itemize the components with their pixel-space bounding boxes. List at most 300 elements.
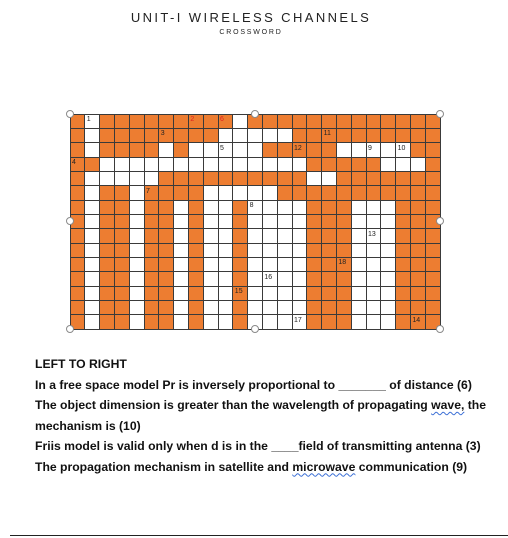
- crossword-block-cell: [336, 171, 351, 185]
- crossword-answer-cell[interactable]: [174, 157, 189, 171]
- crossword-answer-cell[interactable]: [381, 143, 396, 157]
- crossword-answer-cell[interactable]: [114, 157, 129, 171]
- clue-number-12: 12: [294, 144, 302, 152]
- crossword-answer-cell[interactable]: [233, 114, 248, 128]
- clue-text: The propagation mechanism in satellite and: [35, 459, 293, 474]
- crossword-answer-cell[interactable]: [218, 300, 233, 314]
- crossword-answer-cell[interactable]: [292, 300, 307, 314]
- crossword-block-cell: [159, 214, 174, 228]
- clue-number-1: 1: [86, 116, 91, 123]
- crossword-answer-cell[interactable]: [292, 286, 307, 300]
- crossword-answer-cell[interactable]: [85, 214, 100, 228]
- crossword-block-cell: [100, 200, 115, 214]
- crossword-block-cell: [174, 114, 189, 128]
- crossword-answer-cell[interactable]: [248, 243, 263, 257]
- crossword-block-cell: [277, 114, 292, 128]
- crossword-block-cell: [336, 214, 351, 228]
- crossword-answer-cell[interactable]: [277, 214, 292, 228]
- crossword-answer-cell[interactable]: [218, 243, 233, 257]
- crossword-answer-cell[interactable]: [188, 157, 203, 171]
- crossword-answer-cell[interactable]: [248, 300, 263, 314]
- crossword-block-cell: [233, 229, 248, 243]
- crossword-block-cell: [100, 300, 115, 314]
- crossword-block-cell: [100, 315, 115, 329]
- crossword-answer-cell[interactable]: [159, 157, 174, 171]
- crossword-block-cell: [100, 143, 115, 157]
- crossword-block-cell: [381, 186, 396, 200]
- crossword-block-cell: [396, 257, 411, 271]
- crossword-answer-cell[interactable]: [262, 229, 277, 243]
- crossword-answer-cell[interactable]: [85, 243, 100, 257]
- resize-handle-bottom-middle[interactable]: [251, 325, 259, 333]
- clue-number-5: 5: [220, 144, 224, 152]
- grid-line-horizontal: [70, 314, 440, 315]
- crossword-answer-cell[interactable]: [203, 229, 218, 243]
- crossword-block-cell: [233, 272, 248, 286]
- crossword-answer-cell[interactable]: [129, 272, 144, 286]
- crossword-answer-cell[interactable]: [85, 143, 100, 157]
- crossword-block-cell: [144, 214, 159, 228]
- crossword-block-cell: [159, 300, 174, 314]
- crossword-answer-cell[interactable]: [262, 157, 277, 171]
- crossword-block-cell: [188, 214, 203, 228]
- crossword-block-cell: [114, 128, 129, 142]
- crossword-answer-cell[interactable]: [262, 286, 277, 300]
- crossword-answer-cell[interactable]: [248, 186, 263, 200]
- clue-text: the mechanism is (10): [35, 398, 487, 433]
- crossword-answer-cell[interactable]: [366, 286, 381, 300]
- resize-handle-bottom-left[interactable]: [66, 325, 74, 333]
- crossword-block-cell: [100, 128, 115, 142]
- crossword-answer-cell[interactable]: [351, 272, 366, 286]
- crossword-block-cell: [410, 257, 425, 271]
- crossword-answer-cell[interactable]: [351, 300, 366, 314]
- crossword-block-cell: [410, 114, 425, 128]
- clue-number-6: 6: [220, 116, 224, 123]
- crossword-answer-cell[interactable]: [277, 229, 292, 243]
- crossword-block-cell: [410, 143, 425, 157]
- clue-number-18: 18: [338, 259, 347, 267]
- clue-number-7: 7: [146, 187, 150, 195]
- crossword-answer-cell[interactable]: [248, 229, 263, 243]
- crossword-answer-cell[interactable]: [114, 171, 129, 185]
- crossword-answer-cell[interactable]: [233, 143, 248, 157]
- crossword-block-cell: [114, 200, 129, 214]
- crossword-block-cell: [307, 315, 322, 329]
- crossword-block-cell: [233, 243, 248, 257]
- crossword-block-cell: [292, 186, 307, 200]
- crossword-block-cell: [129, 128, 144, 142]
- crossword-grid[interactable]: [70, 114, 440, 329]
- crossword-block-cell: [159, 286, 174, 300]
- crossword-answer-cell[interactable]: [322, 171, 337, 185]
- crossword-answer-cell[interactable]: [351, 315, 366, 329]
- crossword-answer-cell[interactable]: [351, 229, 366, 243]
- crossword-answer-cell[interactable]: [410, 157, 425, 171]
- crossword-answer-cell[interactable]: [85, 200, 100, 214]
- crossword-block-cell: [114, 243, 129, 257]
- clue-number-14: 14: [412, 316, 421, 324]
- crossword-answer-cell[interactable]: [174, 243, 189, 257]
- crossword-block-cell: [188, 229, 203, 243]
- crossword-answer-cell[interactable]: [129, 300, 144, 314]
- crossword-block-cell: [203, 171, 218, 185]
- grid-line-vertical: [173, 114, 174, 329]
- grid-line-vertical: [232, 114, 233, 329]
- crossword-block-cell: [410, 200, 425, 214]
- crossword-block-cell: [307, 157, 322, 171]
- crossword-answer-cell[interactable]: [203, 257, 218, 271]
- crossword-answer-cell[interactable]: [85, 128, 100, 142]
- crossword-block-cell: [262, 114, 277, 128]
- crossword-answer-cell[interactable]: [381, 157, 396, 171]
- crossword-block-cell: [425, 300, 440, 314]
- clue-text: field of transmitting antenna (3): [298, 439, 481, 453]
- crossword-answer-cell[interactable]: [351, 286, 366, 300]
- crossword-block-cell: [366, 186, 381, 200]
- grid-line-vertical: [410, 114, 411, 329]
- crossword-answer-cell[interactable]: [292, 257, 307, 271]
- crossword-answer-cell[interactable]: [262, 300, 277, 314]
- crossword-block-cell: [336, 272, 351, 286]
- crossword-block-cell: [277, 143, 292, 157]
- crossword-answer-cell[interactable]: [203, 243, 218, 257]
- crossword-answer-cell[interactable]: [218, 214, 233, 228]
- crossword-answer-cell[interactable]: [262, 243, 277, 257]
- clues-heading: LEFT TO RIGHT: [35, 357, 127, 371]
- resize-handle-top-right[interactable]: [436, 110, 444, 118]
- crossword-answer-cell[interactable]: [336, 143, 351, 157]
- crossword-answer-cell[interactable]: [203, 286, 218, 300]
- crossword-block-cell: [322, 257, 337, 271]
- crossword-block-cell: [277, 186, 292, 200]
- crossword-answer-cell[interactable]: [292, 229, 307, 243]
- crossword-block-cell: [322, 315, 337, 329]
- crossword-answer-cell[interactable]: [218, 128, 233, 142]
- grid-line-horizontal: [70, 228, 440, 229]
- crossword-answer-cell[interactable]: [381, 257, 396, 271]
- crossword-block-cell: [114, 315, 129, 329]
- crossword-block-cell: [410, 214, 425, 228]
- clue-number-3: 3: [160, 130, 165, 138]
- clue-blank: ____: [271, 439, 299, 453]
- crossword-answer-cell[interactable]: [248, 143, 263, 157]
- crossword-block-cell: [322, 229, 337, 243]
- crossword-answer-cell[interactable]: [174, 200, 189, 214]
- crossword-answer-cell[interactable]: [277, 300, 292, 314]
- crossword-answer-cell[interactable]: [100, 171, 115, 185]
- crossword-answer-cell[interactable]: [381, 300, 396, 314]
- crossword-answer-cell[interactable]: [292, 214, 307, 228]
- page-title: UNIT-I WIRELESS CHANNELS: [130, 10, 372, 25]
- crossword-answer-cell[interactable]: [277, 157, 292, 171]
- crossword-block-cell: [381, 114, 396, 128]
- crossword-answer-cell[interactable]: [129, 286, 144, 300]
- crossword-block-cell: [307, 257, 322, 271]
- crossword-answer-cell[interactable]: [129, 157, 144, 171]
- clue-text: The object dimension is greater than the wavelength of propagating: [35, 398, 432, 412]
- crossword-block-cell: [100, 272, 115, 286]
- resize-handle-top-middle[interactable]: [251, 110, 259, 118]
- crossword-answer-cell[interactable]: [262, 128, 277, 142]
- crossword-answer-cell[interactable]: [366, 315, 381, 329]
- crossword-answer-cell[interactable]: [292, 157, 307, 171]
- crossword-answer-cell[interactable]: [366, 243, 381, 257]
- crossword-block-cell: [336, 128, 351, 142]
- crossword-block-cell: [396, 286, 411, 300]
- crossword-block-cell: [322, 243, 337, 257]
- crossword-answer-cell[interactable]: [381, 315, 396, 329]
- crossword-answer-cell[interactable]: [262, 315, 277, 329]
- crossword-answer-cell[interactable]: [174, 300, 189, 314]
- crossword-block-cell: [188, 243, 203, 257]
- crossword-block-cell: [336, 114, 351, 128]
- crossword-answer-cell[interactable]: [381, 272, 396, 286]
- crossword-answer-cell[interactable]: [396, 157, 411, 171]
- crossword-answer-cell[interactable]: [203, 214, 218, 228]
- crossword-block-cell: [159, 257, 174, 271]
- crossword-answer-cell[interactable]: [129, 243, 144, 257]
- crossword-answer-cell[interactable]: [351, 243, 366, 257]
- crossword-block-cell: [174, 171, 189, 185]
- crossword-answer-cell[interactable]: [129, 315, 144, 329]
- crossword-answer-cell[interactable]: [203, 315, 218, 329]
- crossword-block-cell: [351, 128, 366, 142]
- crossword-answer-cell[interactable]: [381, 214, 396, 228]
- crossword-answer-cell[interactable]: [277, 243, 292, 257]
- crossword-answer-cell[interactable]: [100, 157, 115, 171]
- crossword-answer-cell[interactable]: [203, 300, 218, 314]
- crossword-answer-cell[interactable]: [218, 272, 233, 286]
- crossword-answer-cell[interactable]: [188, 143, 203, 157]
- crossword-grid-container[interactable]: [70, 114, 440, 329]
- crossword-block-cell: [410, 186, 425, 200]
- resize-handle-middle-right[interactable]: [436, 217, 444, 225]
- crossword-block-cell: [425, 171, 440, 185]
- crossword-answer-cell[interactable]: [218, 157, 233, 171]
- crossword-block-cell: [425, 186, 440, 200]
- crossword-answer-cell[interactable]: [174, 315, 189, 329]
- crossword-answer-cell[interactable]: [292, 200, 307, 214]
- crossword-answer-cell[interactable]: [129, 200, 144, 214]
- crossword-block-cell: [144, 300, 159, 314]
- crossword-answer-cell[interactable]: [218, 315, 233, 329]
- crossword-answer-cell[interactable]: [292, 243, 307, 257]
- crossword-block-cell: [218, 171, 233, 185]
- crossword-answer-cell[interactable]: [159, 143, 174, 157]
- crossword-block-cell: [307, 272, 322, 286]
- clue-number-2: 2: [190, 116, 195, 123]
- crossword-answer-cell[interactable]: [351, 200, 366, 214]
- crossword-answer-cell[interactable]: [85, 257, 100, 271]
- crossword-answer-cell[interactable]: [366, 257, 381, 271]
- crossword-answer-cell[interactable]: [307, 171, 322, 185]
- crossword-block-cell: [159, 171, 174, 185]
- crossword-answer-cell[interactable]: [248, 286, 263, 300]
- crossword-block-cell: [277, 171, 292, 185]
- crossword-answer-cell[interactable]: [351, 143, 366, 157]
- crossword-answer-cell[interactable]: [366, 272, 381, 286]
- crossword-answer-cell[interactable]: [366, 300, 381, 314]
- crossword-answer-cell[interactable]: [85, 315, 100, 329]
- crossword-answer-cell[interactable]: [129, 171, 144, 185]
- crossword-block-cell: [144, 315, 159, 329]
- crossword-block-cell: [114, 214, 129, 228]
- crossword-block-cell: [322, 114, 337, 128]
- crossword-answer-cell[interactable]: [233, 186, 248, 200]
- crossword-answer-cell[interactable]: [129, 186, 144, 200]
- crossword-block-cell: [114, 286, 129, 300]
- resize-handle-bottom-right[interactable]: [436, 325, 444, 333]
- crossword-answer-cell[interactable]: [203, 186, 218, 200]
- clue-1: [35, 375, 495, 396]
- crossword-block-cell: [336, 200, 351, 214]
- grid-line-vertical: [218, 114, 219, 329]
- crossword-block-cell: [174, 128, 189, 142]
- grid-line-vertical: [292, 114, 293, 329]
- crossword-block-cell: [396, 128, 411, 142]
- crossword-block-cell: [188, 200, 203, 214]
- crossword-block-cell: [351, 186, 366, 200]
- crossword-answer-cell[interactable]: [277, 315, 292, 329]
- crossword-block-cell: [366, 171, 381, 185]
- crossword-block-cell: [233, 171, 248, 185]
- crossword-answer-cell[interactable]: [218, 200, 233, 214]
- crossword-block-cell: [233, 257, 248, 271]
- crossword-answer-cell[interactable]: [277, 128, 292, 142]
- crossword-block-cell: [233, 214, 248, 228]
- crossword-block-cell: [129, 143, 144, 157]
- crossword-block-cell: [396, 114, 411, 128]
- crossword-answer-cell[interactable]: [262, 200, 277, 214]
- crossword-answer-cell[interactable]: [248, 128, 263, 142]
- crossword-block-cell: [85, 157, 100, 171]
- crossword-answer-cell[interactable]: [248, 272, 263, 286]
- crossword-block-cell: [322, 286, 337, 300]
- crossword-answer-cell[interactable]: [129, 214, 144, 228]
- clue-number-17: 17: [294, 316, 302, 324]
- bottom-rule: [10, 535, 508, 536]
- crossword-block-cell: [144, 257, 159, 271]
- crossword-answer-cell[interactable]: [262, 257, 277, 271]
- crossword-block-cell: [410, 272, 425, 286]
- crossword-answer-cell[interactable]: [233, 157, 248, 171]
- crossword-block-cell: [188, 315, 203, 329]
- grid-line-horizontal: [70, 185, 440, 186]
- crossword-answer-cell[interactable]: [262, 186, 277, 200]
- crossword-answer-cell[interactable]: [85, 171, 100, 185]
- crossword-answer-cell[interactable]: [144, 171, 159, 185]
- crossword-answer-cell[interactable]: [248, 257, 263, 271]
- crossword-answer-cell[interactable]: [85, 300, 100, 314]
- grid-line-horizontal: [70, 214, 440, 215]
- crossword-answer-cell[interactable]: [174, 286, 189, 300]
- crossword-answer-cell[interactable]: [262, 214, 277, 228]
- crossword-answer-cell[interactable]: [174, 229, 189, 243]
- crossword-block-cell: [425, 286, 440, 300]
- crossword-answer-cell[interactable]: [203, 200, 218, 214]
- crossword-block-cell: [262, 171, 277, 185]
- crossword-answer-cell[interactable]: [381, 286, 396, 300]
- crossword-answer-cell[interactable]: [381, 243, 396, 257]
- crossword-block-cell: [188, 128, 203, 142]
- crossword-answer-cell[interactable]: [85, 186, 100, 200]
- crossword-answer-cell[interactable]: [277, 286, 292, 300]
- crossword-answer-cell[interactable]: [174, 257, 189, 271]
- crossword-block-cell: [159, 114, 174, 128]
- crossword-answer-cell[interactable]: [381, 229, 396, 243]
- crossword-answer-cell[interactable]: [366, 214, 381, 228]
- crossword-answer-cell[interactable]: [292, 272, 307, 286]
- crossword-answer-cell[interactable]: [85, 286, 100, 300]
- crossword-answer-cell[interactable]: [218, 286, 233, 300]
- crossword-answer-cell[interactable]: [248, 214, 263, 228]
- crossword-block-cell: [381, 128, 396, 142]
- crossword-block-cell: [307, 200, 322, 214]
- crossword-answer-cell[interactable]: [129, 257, 144, 271]
- crossword-answer-cell[interactable]: [174, 272, 189, 286]
- crossword-answer-cell[interactable]: [218, 229, 233, 243]
- crossword-answer-cell[interactable]: [381, 200, 396, 214]
- crossword-block-cell: [100, 214, 115, 228]
- crossword-block-cell: [100, 257, 115, 271]
- crossword-block-cell: [70, 243, 85, 257]
- crossword-answer-cell[interactable]: [129, 229, 144, 243]
- crossword-block-cell: [70, 229, 85, 243]
- resize-handle-middle-left[interactable]: [66, 217, 74, 225]
- grid-line-horizontal: [70, 300, 440, 301]
- crossword-answer-cell[interactable]: [366, 200, 381, 214]
- crossword-answer-cell[interactable]: [277, 200, 292, 214]
- grid-line-vertical: [395, 114, 396, 329]
- clue-number-10: 10: [397, 144, 406, 152]
- crossword-answer-cell[interactable]: [85, 272, 100, 286]
- clue-3: [35, 436, 495, 457]
- clue-text: In a free space model Pr is inversely proportional to: [35, 377, 339, 392]
- crossword-answer-cell[interactable]: [248, 157, 263, 171]
- crossword-answer-cell[interactable]: [277, 257, 292, 271]
- crossword-block-cell: [307, 214, 322, 228]
- clue-number-9: 9: [368, 144, 372, 152]
- crossword-answer-cell[interactable]: [233, 128, 248, 142]
- crossword-answer-cell[interactable]: [351, 257, 366, 271]
- crossword-answer-cell[interactable]: [218, 257, 233, 271]
- crossword-answer-cell[interactable]: [203, 157, 218, 171]
- crossword-block-cell: [336, 243, 351, 257]
- crossword-block-cell: [396, 171, 411, 185]
- crossword-answer-cell[interactable]: [85, 229, 100, 243]
- crossword-answer-cell[interactable]: [218, 186, 233, 200]
- crossword-block-cell: [159, 229, 174, 243]
- resize-handle-top-left[interactable]: [66, 110, 74, 118]
- crossword-block-cell: [336, 300, 351, 314]
- crossword-answer-cell[interactable]: [174, 214, 189, 228]
- crossword-answer-cell[interactable]: [203, 143, 218, 157]
- crossword-block-cell: [233, 315, 248, 329]
- crossword-answer-cell[interactable]: [351, 214, 366, 228]
- crossword-block-cell: [307, 128, 322, 142]
- grid-line-vertical: [277, 114, 278, 329]
- crossword-block-cell: [159, 315, 174, 329]
- crossword-answer-cell[interactable]: [144, 157, 159, 171]
- grid-line-vertical: [336, 114, 337, 329]
- crossword-block-cell: [144, 143, 159, 157]
- crossword-answer-cell[interactable]: [203, 272, 218, 286]
- crossword-answer-cell[interactable]: [277, 272, 292, 286]
- crossword-block-cell: [425, 229, 440, 243]
- crossword-block-cell: [100, 229, 115, 243]
- crossword-block-cell: [322, 143, 337, 157]
